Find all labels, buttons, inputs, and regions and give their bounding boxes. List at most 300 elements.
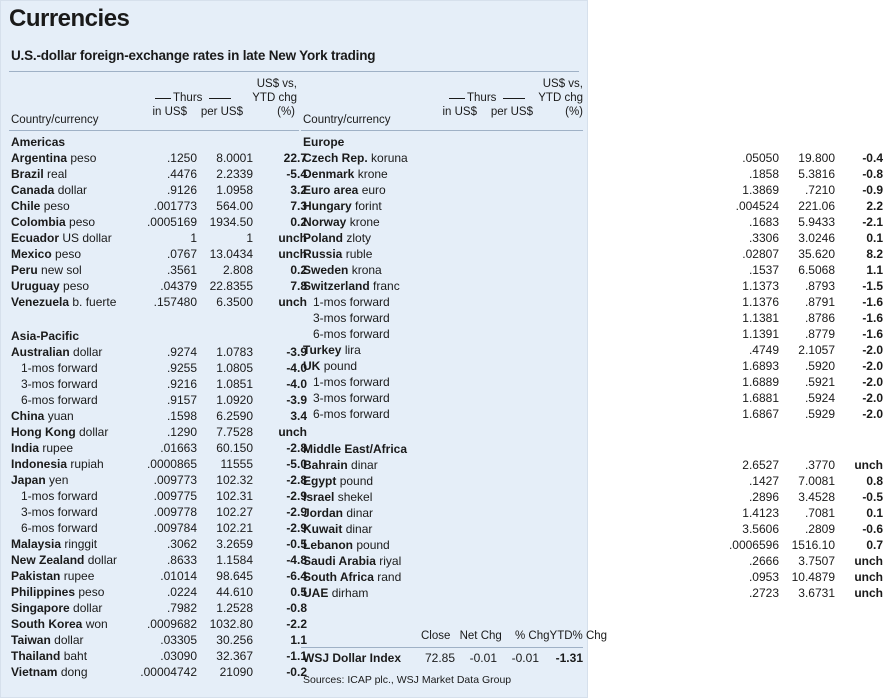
page-subtitle: U.S.-dollar foreign-exchange rates in late New York trading bbox=[11, 48, 376, 63]
table-row bbox=[11, 408, 307, 424]
table-row bbox=[11, 214, 307, 230]
currency-name: b. fuerte bbox=[72, 295, 117, 309]
table-row bbox=[303, 294, 883, 310]
ytd-chg-value: unch bbox=[854, 570, 883, 584]
row-label bbox=[11, 294, 116, 310]
sources-note: Sources: ICAP plc., WSJ Market Data Group bbox=[303, 674, 512, 686]
country-name: Malaysia bbox=[11, 537, 62, 551]
currency-name: rupee bbox=[42, 441, 74, 455]
row-label bbox=[303, 358, 357, 374]
currency-name: peso bbox=[43, 199, 70, 213]
in-us-value: .2723 bbox=[748, 586, 779, 600]
per-us-value: 6.2590 bbox=[216, 409, 253, 423]
row-label bbox=[11, 150, 96, 166]
ytd-chg-value: -2.9 bbox=[286, 521, 307, 535]
per-us-value: .2809 bbox=[804, 522, 835, 536]
ytd-chg-value: -2.1 bbox=[862, 215, 883, 229]
country-name: South Africa bbox=[303, 570, 374, 584]
row-label bbox=[313, 294, 390, 310]
ytd-chg-value: 7.3 bbox=[290, 199, 307, 213]
row-label bbox=[21, 392, 98, 408]
table-row bbox=[11, 456, 307, 472]
row-label bbox=[11, 648, 87, 664]
currency-name: rupee bbox=[63, 569, 95, 583]
table-row bbox=[303, 457, 883, 473]
country-name: Philippines bbox=[11, 585, 76, 599]
row-label bbox=[303, 342, 361, 358]
table-row bbox=[11, 198, 307, 214]
per-us-value: 221.06 bbox=[798, 199, 835, 213]
ytd-chg-value: -1.1 bbox=[286, 649, 307, 663]
per-us-value: 1.0783 bbox=[216, 345, 253, 359]
table-row bbox=[11, 440, 307, 456]
in-us-value: 1.1373 bbox=[742, 279, 779, 293]
in-us-value: .9157 bbox=[166, 393, 197, 407]
ytd-chg-value: -1.6 bbox=[862, 311, 883, 325]
forward-label: 1-mos forward bbox=[313, 295, 390, 309]
per-us-value: 6.3500 bbox=[216, 295, 253, 309]
country-name: Egypt bbox=[303, 474, 337, 488]
ytd-chg-value: -0.9 bbox=[862, 183, 883, 197]
country-name: Ecuador bbox=[11, 231, 60, 245]
forward-label: 1-mos forward bbox=[21, 361, 98, 375]
currency-name: US dollar bbox=[62, 231, 112, 245]
row-label bbox=[303, 198, 382, 214]
per-us-value: .7210 bbox=[804, 183, 835, 197]
row-label bbox=[11, 632, 84, 648]
currency-name: peso bbox=[63, 279, 90, 293]
row-label bbox=[313, 326, 390, 342]
forward-label: 3-mos forward bbox=[313, 311, 390, 325]
table-row bbox=[303, 198, 883, 214]
currency-name: dong bbox=[60, 665, 88, 679]
left-header-pct: (%) bbox=[277, 106, 295, 118]
row-label bbox=[11, 408, 74, 424]
country-name: Sweden bbox=[303, 263, 349, 277]
ytd-chg-value: -0.8 bbox=[286, 601, 307, 615]
in-us-value: .7982 bbox=[166, 601, 197, 615]
table-row bbox=[303, 505, 883, 521]
left-header-country: Country/currency bbox=[11, 114, 99, 126]
ytd-chg-value: -1.6 bbox=[862, 327, 883, 341]
country-name: Australian bbox=[11, 345, 70, 359]
table-row bbox=[11, 344, 307, 360]
left-header-rule bbox=[9, 130, 299, 131]
row-label bbox=[11, 182, 87, 198]
currency-name: dollar bbox=[79, 425, 109, 439]
in-us-value: .01663 bbox=[160, 441, 197, 455]
in-us-value: .1427 bbox=[748, 474, 779, 488]
forward-label: 3-mos forward bbox=[313, 391, 390, 405]
table-row bbox=[303, 358, 883, 374]
per-us-value: 7.7528 bbox=[216, 425, 253, 439]
country-name: Brazil bbox=[11, 167, 44, 181]
row-label bbox=[11, 536, 97, 552]
per-us-value: 19.800 bbox=[798, 151, 835, 165]
country-name: Switzerland bbox=[303, 279, 370, 293]
in-us-value: .9274 bbox=[166, 345, 197, 359]
in-us-value: .004524 bbox=[735, 199, 779, 213]
table-row bbox=[11, 488, 307, 504]
dollar-index-net-chg: -0.01 bbox=[469, 651, 497, 665]
row-label bbox=[11, 278, 89, 294]
dollar-index-close: 72.85 bbox=[424, 651, 455, 665]
country-name: Hungary bbox=[303, 199, 352, 213]
currency-name: dollar bbox=[87, 553, 118, 567]
in-us-value: 3.5606 bbox=[742, 522, 779, 536]
ytd-chg-value: -2.0 bbox=[862, 407, 883, 421]
in-us-value: .1683 bbox=[748, 215, 779, 229]
row-label bbox=[303, 150, 408, 166]
row-label bbox=[303, 457, 378, 473]
in-us-value: .03305 bbox=[160, 633, 197, 647]
left-header-ytd-chg: YTD chg bbox=[252, 92, 297, 104]
page-title: Currencies bbox=[9, 5, 130, 32]
ytd-chg-value: -2.0 bbox=[862, 343, 883, 357]
table-row bbox=[11, 472, 307, 488]
per-us-value: 102.32 bbox=[216, 473, 253, 487]
per-us-value: 102.21 bbox=[216, 521, 253, 535]
row-label bbox=[11, 600, 102, 616]
in-us-value: .05050 bbox=[742, 151, 779, 165]
row-label bbox=[303, 182, 386, 198]
in-us-value: .2896 bbox=[748, 490, 779, 504]
table-row bbox=[303, 342, 883, 358]
currency-name: riyal bbox=[379, 554, 402, 568]
currency-name: dinar bbox=[345, 522, 373, 536]
country-name: Taiwan bbox=[11, 633, 51, 647]
currency-name: baht bbox=[63, 649, 88, 663]
in-us-value: .00004742 bbox=[140, 665, 197, 679]
table-row bbox=[11, 230, 307, 246]
row-label bbox=[303, 489, 372, 505]
ytd-chg-value: -0.4 bbox=[862, 151, 883, 165]
right-header-country: Country/currency bbox=[303, 114, 391, 126]
row-label bbox=[11, 616, 108, 632]
per-us-value: .3770 bbox=[804, 458, 835, 472]
ytd-chg-value: unch bbox=[278, 425, 307, 439]
currency-name: koruna bbox=[371, 151, 408, 165]
per-us-value: 1.2528 bbox=[216, 601, 253, 615]
in-us-value: 2.6527 bbox=[742, 458, 779, 472]
ytd-chg-value: 0.1 bbox=[866, 231, 883, 245]
table-row bbox=[11, 600, 307, 616]
country-name: Denmark bbox=[303, 167, 355, 181]
in-us-value: .3306 bbox=[748, 231, 779, 245]
ytd-chg-value: -3.9 bbox=[286, 393, 307, 407]
currency-name: krone bbox=[357, 167, 388, 181]
currency-name: lira bbox=[344, 343, 361, 357]
row-label bbox=[11, 584, 104, 600]
ytd-chg-value: 0.2 bbox=[290, 263, 307, 277]
row-label bbox=[303, 278, 400, 294]
row-label bbox=[11, 344, 102, 360]
country-name: Canada bbox=[11, 183, 55, 197]
ytd-chg-value: 2.2 bbox=[866, 199, 883, 213]
in-us-value: .9216 bbox=[166, 377, 197, 391]
in-us-value: .9255 bbox=[166, 361, 197, 375]
dollar-index-row bbox=[303, 651, 583, 669]
ytd-chg-value: 1.1 bbox=[866, 263, 883, 277]
right-header-per-us: per US$ bbox=[490, 106, 533, 118]
per-us-value: 44.610 bbox=[216, 585, 253, 599]
ytd-chg-value: 0.7 bbox=[866, 538, 883, 552]
ytd-chg-value: unch bbox=[854, 458, 883, 472]
table-row bbox=[11, 150, 307, 166]
per-us-value: 2.2339 bbox=[216, 167, 253, 181]
ytd-chg-value: 1.1 bbox=[290, 633, 307, 647]
row-label bbox=[11, 214, 95, 230]
in-us-value: 1.6893 bbox=[742, 359, 779, 373]
right-header-rule bbox=[301, 130, 583, 131]
in-us-value: .04379 bbox=[160, 279, 197, 293]
currency-name: euro bbox=[361, 183, 386, 197]
currency-name: ringgit bbox=[64, 537, 98, 551]
ytd-chg-value: 0.8 bbox=[866, 474, 883, 488]
in-us-value: .1250 bbox=[166, 151, 197, 165]
per-us-value: 21090 bbox=[219, 665, 253, 679]
row-label bbox=[21, 376, 98, 392]
in-us-value: .3062 bbox=[166, 537, 197, 551]
in-us-value: .157480 bbox=[153, 295, 197, 309]
table-row bbox=[303, 166, 883, 182]
ytd-chg-value: 7.8 bbox=[290, 279, 307, 293]
in-us-value: .0767 bbox=[166, 247, 197, 261]
table-row bbox=[303, 150, 883, 166]
table-row bbox=[11, 552, 307, 568]
in-us-value: .009784 bbox=[153, 521, 197, 535]
currency-name: zloty bbox=[346, 231, 372, 245]
forward-label: 1-mos forward bbox=[313, 375, 390, 389]
currency-name: real bbox=[47, 167, 68, 181]
row-label bbox=[303, 230, 371, 246]
per-us-value: 1516.10 bbox=[791, 538, 835, 552]
dollar-index-label: WSJ Dollar Index bbox=[303, 651, 402, 665]
per-us-value: 1.1584 bbox=[216, 553, 253, 567]
table-row bbox=[303, 585, 883, 601]
table-row bbox=[11, 632, 307, 648]
per-us-value: .8791 bbox=[804, 295, 835, 309]
table-row bbox=[303, 553, 883, 569]
currency-name: rand bbox=[377, 570, 402, 584]
currency-name: peso bbox=[55, 247, 82, 261]
currency-name: dinar bbox=[351, 458, 378, 472]
per-us-value: 7.0081 bbox=[798, 474, 835, 488]
ytd-chg-value: -2.9 bbox=[286, 489, 307, 503]
row-label bbox=[11, 664, 88, 680]
currency-name: pound bbox=[323, 359, 358, 373]
per-us-value: 3.2659 bbox=[216, 537, 253, 551]
currency-name: dinar bbox=[346, 506, 374, 520]
table-row bbox=[11, 376, 307, 392]
table-row bbox=[11, 262, 307, 278]
country-name: Singapore bbox=[11, 601, 70, 615]
right-header-ytd-chg: YTD chg bbox=[538, 92, 583, 104]
country-name: Venezuela bbox=[11, 295, 70, 309]
ytd-chg-value: -2.8 bbox=[286, 441, 307, 455]
table-row bbox=[303, 521, 883, 537]
per-us-value: 2.808 bbox=[222, 263, 253, 277]
row-label bbox=[11, 166, 67, 182]
ytd-chg-value: -4.0 bbox=[286, 377, 307, 391]
ytd-chg-value: 3.4 bbox=[290, 409, 307, 423]
per-us-value: 1 bbox=[246, 231, 253, 245]
per-us-value: 1.0805 bbox=[216, 361, 253, 375]
ytd-chg-value: -0.6 bbox=[862, 522, 883, 536]
table-row bbox=[303, 214, 883, 230]
currency-name: krona bbox=[351, 263, 382, 277]
country-name: Czech Rep. bbox=[303, 151, 368, 165]
ytd-chg-value: 0.5 bbox=[290, 585, 307, 599]
row-label bbox=[303, 246, 372, 262]
table-row bbox=[303, 230, 883, 246]
currency-name: new sol bbox=[41, 263, 82, 277]
table-row bbox=[303, 489, 883, 505]
currency-name: dollar bbox=[73, 601, 103, 615]
in-us-value: .9126 bbox=[166, 183, 197, 197]
ytd-chg-value: -1.6 bbox=[862, 295, 883, 309]
country-name: South Korea bbox=[11, 617, 83, 631]
table-row bbox=[303, 262, 883, 278]
forward-label: 6-mos forward bbox=[21, 521, 98, 535]
per-us-value: 8.0001 bbox=[216, 151, 253, 165]
ytd-chg-value: -2.0 bbox=[862, 391, 883, 405]
table-row bbox=[303, 310, 883, 326]
in-us-value: .4476 bbox=[166, 167, 197, 181]
in-us-value: .4749 bbox=[748, 343, 779, 357]
in-us-value: .8633 bbox=[166, 553, 197, 567]
in-us-value: .0009682 bbox=[146, 617, 197, 631]
index-rule bbox=[301, 647, 583, 648]
table-row bbox=[11, 664, 307, 680]
row-label bbox=[313, 374, 390, 390]
per-us-value: .5924 bbox=[804, 391, 835, 405]
per-us-value: .8786 bbox=[804, 311, 835, 325]
row-label bbox=[313, 406, 390, 422]
in-us-value: .001773 bbox=[153, 199, 197, 213]
per-us-value: 5.3816 bbox=[798, 167, 835, 181]
in-us-value: .0005169 bbox=[146, 215, 197, 229]
country-name: Turkey bbox=[303, 343, 342, 357]
table-row bbox=[303, 246, 883, 262]
index-header-pct-chg: % Chg bbox=[515, 630, 550, 642]
country-name: Lebanon bbox=[303, 538, 353, 552]
per-us-value: 6.5068 bbox=[798, 263, 835, 277]
per-us-value: .5920 bbox=[804, 359, 835, 373]
per-us-value: .8793 bbox=[804, 279, 835, 293]
ytd-chg-value: unch bbox=[854, 554, 883, 568]
per-us-value: .5929 bbox=[804, 407, 835, 421]
currency-name: franc bbox=[373, 279, 400, 293]
country-name: Kuwait bbox=[303, 522, 343, 536]
forward-label: 3-mos forward bbox=[21, 377, 98, 391]
ytd-chg-value: -2.9 bbox=[286, 505, 307, 519]
country-name: Jordan bbox=[303, 506, 344, 520]
in-us-value: .009778 bbox=[153, 505, 197, 519]
ytd-chg-value: unch bbox=[278, 231, 307, 245]
table-row bbox=[303, 406, 883, 422]
row-label bbox=[11, 198, 70, 214]
in-us-value: .0006596 bbox=[728, 538, 779, 552]
ytd-chg-value: -0.8 bbox=[862, 167, 883, 181]
in-us-value: 1.6881 bbox=[742, 391, 779, 405]
ytd-chg-value: -2.8 bbox=[286, 473, 307, 487]
table-row bbox=[11, 536, 307, 552]
country-name: Chile bbox=[11, 199, 41, 213]
table-row bbox=[303, 537, 883, 553]
ytd-chg-value: 8.2 bbox=[866, 247, 883, 261]
per-us-value: .7081 bbox=[804, 506, 835, 520]
country-name: China bbox=[11, 409, 45, 423]
currency-name: peso bbox=[69, 215, 96, 229]
section-heading: Middle East/Africa bbox=[303, 442, 408, 456]
currency-name: peso bbox=[78, 585, 105, 599]
country-name: Colombia bbox=[11, 215, 66, 229]
country-name: India bbox=[11, 441, 40, 455]
per-us-value: 3.7507 bbox=[798, 554, 835, 568]
per-us-value: 3.0246 bbox=[798, 231, 835, 245]
row-label bbox=[11, 262, 82, 278]
currency-name: yen bbox=[49, 473, 69, 487]
ytd-chg-value: 0.1 bbox=[866, 506, 883, 520]
in-us-value: .1537 bbox=[748, 263, 779, 277]
per-us-value: 1934.50 bbox=[209, 215, 253, 229]
table-row bbox=[11, 520, 307, 536]
per-us-value: 3.4528 bbox=[798, 490, 835, 504]
in-us-value: .01014 bbox=[160, 569, 197, 583]
per-us-value: 564.00 bbox=[216, 199, 253, 213]
index-header-close: Close bbox=[421, 630, 451, 642]
per-us-value: 11555 bbox=[220, 457, 253, 471]
in-us-value: 1.1391 bbox=[742, 327, 779, 341]
currency-name: peso bbox=[70, 151, 97, 165]
per-us-value: .8779 bbox=[804, 327, 835, 341]
row-label bbox=[11, 440, 73, 456]
forward-label: 6-mos forward bbox=[313, 327, 390, 341]
currency-name: dollar bbox=[54, 633, 84, 647]
ytd-chg-value: -1.5 bbox=[862, 279, 883, 293]
per-us-value: 22.8355 bbox=[209, 279, 253, 293]
dollar-index-header bbox=[421, 630, 607, 642]
in-us-value: .009773 bbox=[153, 473, 197, 487]
in-us-value: .03090 bbox=[160, 649, 197, 663]
per-us-value: 1.0920 bbox=[216, 393, 253, 407]
per-us-value: 13.0434 bbox=[209, 247, 253, 261]
in-us-value: .0000865 bbox=[146, 457, 197, 471]
right-header-in-us: in US$ bbox=[442, 106, 477, 118]
row-label bbox=[11, 472, 68, 488]
row-label bbox=[11, 552, 117, 568]
forward-label: 6-mos forward bbox=[21, 393, 98, 407]
ytd-chg-value: -2.2 bbox=[286, 617, 307, 631]
country-name: Thailand bbox=[11, 649, 61, 663]
country-name: Bahrain bbox=[303, 458, 348, 472]
in-us-value: .3561 bbox=[166, 263, 197, 277]
table-row bbox=[11, 246, 307, 262]
dollar-index-pct-chg: -0.01 bbox=[511, 651, 539, 665]
right-header-thurs: Thurs bbox=[467, 92, 497, 104]
left-header-thurs-group bbox=[127, 91, 241, 105]
currency-name: dollar bbox=[57, 183, 88, 197]
per-us-value: 32.367 bbox=[216, 649, 253, 663]
ytd-chg-value: -3.9 bbox=[286, 345, 307, 359]
country-name: Pakistan bbox=[11, 569, 61, 583]
top-divider bbox=[9, 71, 579, 72]
in-us-value: .0224 bbox=[166, 585, 197, 599]
per-us-value: 1.0958 bbox=[216, 183, 253, 197]
row-label bbox=[21, 488, 98, 504]
country-name: Indonesia bbox=[11, 457, 68, 471]
